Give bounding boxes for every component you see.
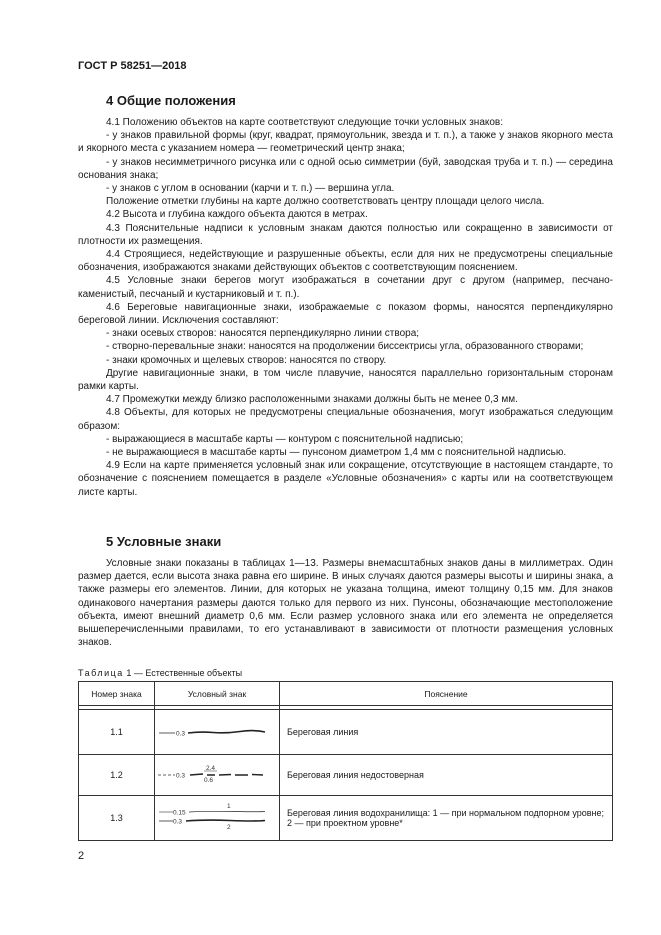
shoreline-line bbox=[188, 731, 265, 733]
paragraph: Условные знаки показаны в таблицах 1—13. Размеры внемасштабных знаков даны в миллиметрах. Один размер дается, если высота знака равна его ширине. В иных случаях даются размеры высоты и ширины знака, а также размеры его элементов. Линии, для которых не указана толщина, имеют толщину 0,15 мм. Для знаков одинакового начертания размеры даются только для первого из них. Пунсоны, обозначающие местоположение объекта, имеют внешний диаметр 0,6 мм. Если размер условного знака или его элемента не определяется вышеперечисленными правилами, то его устанавливают в зависимости от плотности размещения условных знаков. bbox=[78, 558, 613, 649]
sign-number: 1.2 bbox=[79, 755, 155, 796]
dimension-label: 0.3 bbox=[176, 730, 186, 738]
list-item: - у знаков несимметричного рисунка или с одной осью симметрии (буй, заводская труба и т. п.) — середина основания знака; bbox=[78, 156, 613, 181]
explanation: Береговая линия водохранилища: 1 — при нормальном подпорном уровне; 2 — при проектном уровне* bbox=[280, 796, 613, 841]
table-row bbox=[79, 755, 613, 796]
list-item: - знаки кромочных и щелевых створов: наносятся по створу. bbox=[106, 354, 387, 366]
list-item: - не выражающиеся в масштабе карты — пунсоном диаметром 1,4 мм с пояснительной надписью. bbox=[106, 447, 567, 459]
section-4-title: 4 Общие положения bbox=[106, 93, 236, 108]
paragraph: 4.5 Условные знаки берегов могут изображаться в сочетании друг с другом (например, песчано-каменистый, песчаный и кустарниковый и т. п.). bbox=[78, 275, 613, 300]
dash-segment bbox=[190, 774, 215, 775]
page-number: 2 bbox=[78, 850, 85, 862]
paragraph: 4.2 Высота и глубина каждого объекта даются в метрах. bbox=[106, 209, 368, 221]
paragraph: Положение отметки глубины на карте должно соответствовать центру площади целого числа. bbox=[106, 196, 545, 208]
gap-length-label: 0.6 bbox=[204, 777, 214, 784]
section-5-body bbox=[78, 557, 613, 649]
table-caption bbox=[78, 668, 242, 678]
table-row bbox=[79, 796, 613, 841]
header-sign-number: Номер знака bbox=[79, 682, 155, 706]
paragraph: Другие навигационные знаки, в том числе плавучие, наносятся параллельно горизонтальным сторонам рамки карты. bbox=[78, 367, 613, 393]
section-5-title: 5 Условные знаки bbox=[106, 534, 222, 549]
dash-segment bbox=[219, 775, 263, 776]
list-item: - у знаков правильной формы (круг, квадрат, прямоугольник, звезда и т. п.), а также у знаков якорного места и якорного места с указанием номера — геометрический центр знака; bbox=[78, 130, 613, 155]
line-number-label: 1 bbox=[227, 803, 231, 810]
paragraph: 4.7 Промежутки между близко расположенными знаками должны быть не менее 0,3 мм. bbox=[106, 394, 518, 406]
header-conventional-sign: Условный знак bbox=[155, 682, 280, 706]
section-4-body bbox=[78, 116, 613, 499]
sign-number: 1.1 bbox=[79, 710, 155, 755]
table-caption-title: 1 — Естественные объекты bbox=[126, 668, 243, 678]
dimension-label: 0.3 bbox=[176, 772, 186, 780]
line-number-label: 2 bbox=[227, 824, 231, 831]
uncertain-shoreline-graphic bbox=[155, 755, 279, 793]
list-item: - у знаков с углом в основании (карчи и т. п.) — вершина угла. bbox=[106, 183, 395, 195]
dimension-label: 0.3 bbox=[173, 818, 183, 826]
list-item: - знаки осевых створов: наносятся перпендикулярно линии створа; bbox=[106, 328, 420, 340]
explanation: Береговая линия bbox=[280, 710, 613, 755]
dimension-label: 0.15 bbox=[173, 809, 186, 817]
reservoir-shoreline-graphic bbox=[155, 796, 279, 838]
header-explanation: Пояснение bbox=[280, 682, 613, 706]
paragraph: 4.3 Пояснительные надписи к условным знакам даются полностью или сокращенно в зависимости от плотности их размещения. bbox=[78, 222, 613, 247]
explanation: Береговая линия недостоверная bbox=[280, 755, 613, 796]
table-header-row bbox=[79, 682, 613, 706]
paragraph: 4.1 Положению объектов на карте соответствуют следующие точки условных знаков: bbox=[106, 117, 504, 128]
sign-number: 1.3 bbox=[79, 796, 155, 841]
normal-level-line bbox=[189, 811, 265, 812]
document-header: ГОСТ Р 58251—2018 bbox=[78, 60, 187, 72]
table-caption-label: Таблица bbox=[78, 668, 124, 678]
shoreline-symbol bbox=[155, 710, 280, 755]
list-item: - створно-перевальные знаки: наносятся на продолжении биссектрисы угла, образованного створами; bbox=[106, 341, 584, 353]
paragraph: 4.9 Если на карте применяется условный знак или сокращение, отсутствующие в настоящем стандарте, то обозначение с пояснением помещается в разделе «Условные обозначения» с карты или на соответствующем листе карты. bbox=[78, 460, 613, 498]
paragraph: 4.4 Строящиеся, недействующие и разрушенные объекты, если для них не предусмотрены специальные обозначения, изображаются знаками действующих объектов с соответствующим пояснением. bbox=[78, 249, 613, 274]
paragraph: 4.6 Береговые навигационные знаки, изображаемые с показом формы, наносятся перпендикулярно береговой линии. Исключения составляют: bbox=[78, 301, 613, 327]
dash-length-label: 2.4 bbox=[206, 765, 216, 772]
list-item: - выражающиеся в масштабе карты — контуром с пояснительной надписью; bbox=[106, 433, 464, 445]
reservoir-shoreline-symbol bbox=[155, 796, 280, 841]
uncertain-shoreline-symbol bbox=[155, 755, 280, 796]
paragraph: 4.8 Объекты, для которых не предусмотрены специальные обозначения, могут изображаться следующим образом: bbox=[78, 407, 613, 432]
design-level-line bbox=[186, 820, 265, 821]
shoreline-symbol-graphic bbox=[155, 710, 279, 752]
natural-objects-table bbox=[78, 681, 613, 841]
table-row bbox=[79, 710, 613, 755]
